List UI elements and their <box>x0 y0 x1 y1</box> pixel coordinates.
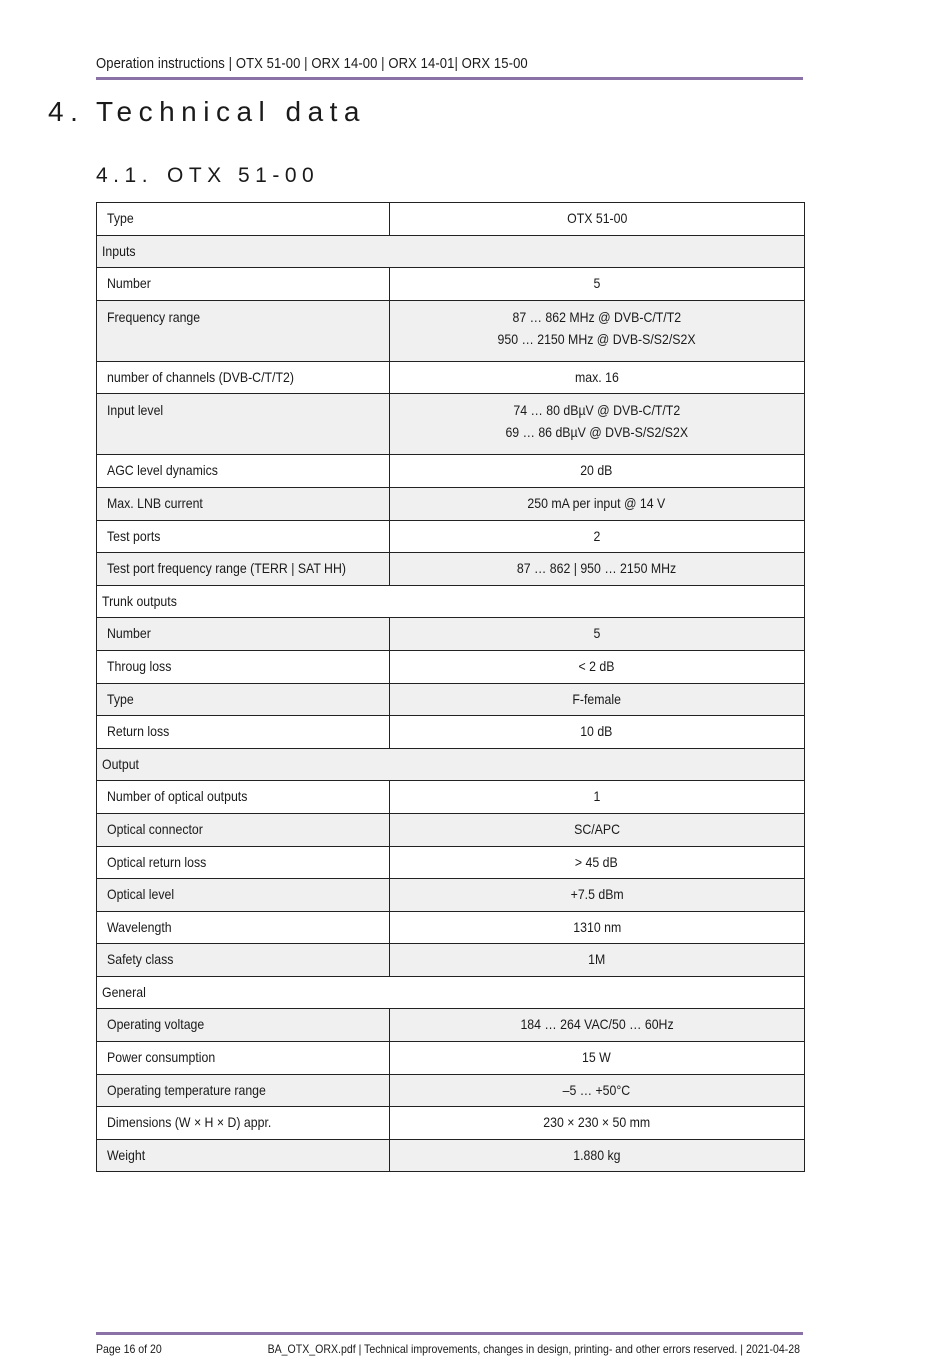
parameter-value: 1.880 kg <box>573 1146 621 1163</box>
table-section-row <box>97 235 805 268</box>
table-row <box>97 879 805 912</box>
section-label-cell <box>97 748 805 781</box>
label-cell <box>97 520 390 553</box>
label-cell <box>97 911 390 944</box>
parameter-label: Weight <box>107 1146 146 1163</box>
parameter-value: > 45 dB <box>575 853 619 870</box>
parameter-value: 1 <box>593 788 601 805</box>
parameter-value: 87 … 862 | 950 … 2150 MHz <box>517 560 677 577</box>
parameter-value: –5 … +50°C <box>562 1081 631 1098</box>
label-cell <box>97 781 390 814</box>
label-cell <box>97 268 390 301</box>
parameter-value: 5 <box>593 625 601 642</box>
label-cell <box>97 361 390 394</box>
parameter-label: Power consumption <box>107 1049 216 1066</box>
label-cell <box>97 553 390 586</box>
footer-rule <box>96 1332 803 1335</box>
section-label: Inputs <box>102 242 136 259</box>
value-cell <box>389 361 804 394</box>
section-label-cell <box>97 235 805 268</box>
technical-data-table <box>96 202 805 1172</box>
section-heading <box>48 96 366 128</box>
label-cell <box>97 846 390 879</box>
parameter-label: Wavelength <box>107 918 172 935</box>
label-cell <box>97 455 390 488</box>
value-cell <box>389 1009 804 1042</box>
value-cell <box>389 650 804 683</box>
subsection-number: 4.1. <box>96 164 154 187</box>
value-cell <box>389 1042 804 1075</box>
parameter-value: 184 … 264 VAC/50 … 60Hz <box>520 1016 674 1033</box>
parameter-label: Operating temperature range <box>107 1081 266 1098</box>
parameter-label: Dimensions (W × H × D) appr. <box>107 1114 272 1131</box>
parameter-label: Return loss <box>107 723 170 740</box>
table-row <box>97 487 805 520</box>
label-cell <box>97 683 390 716</box>
table-row <box>97 1009 805 1042</box>
table-row <box>97 1139 805 1172</box>
value-cell <box>389 911 804 944</box>
label-cell <box>97 300 390 361</box>
value-cell <box>389 716 804 749</box>
section-label: General <box>102 983 146 1000</box>
parameter-value: < 2 dB <box>578 657 615 674</box>
table-row <box>97 1107 805 1140</box>
label-cell <box>97 1107 390 1140</box>
value-cell <box>389 813 804 846</box>
parameter-label: Type <box>107 210 134 226</box>
footer-note-text: BA_OTX_ORX.pdf | Technical improvements, changes in design, printing- and other errors reserved. | 2021-04-28 <box>267 1342 800 1356</box>
parameter-label: number of channels (DVB-C/T/T2) <box>107 368 294 385</box>
section-number: 4. <box>48 96 85 127</box>
footer-note <box>268 1342 800 1356</box>
parameter-label: Test ports <box>107 527 161 544</box>
parameter-value: OTX 51-00 <box>566 210 627 226</box>
label-cell <box>97 1139 390 1172</box>
table-row <box>97 1042 805 1075</box>
value-cell <box>389 879 804 912</box>
parameter-label: Safety class <box>107 951 174 968</box>
table-row <box>97 520 805 553</box>
parameter-label: Number <box>107 625 151 642</box>
parameter-value: 5 <box>593 275 601 292</box>
table-row <box>97 846 805 879</box>
table-row <box>97 394 805 455</box>
parameter-label: Optical level <box>107 886 175 903</box>
label-cell <box>97 716 390 749</box>
label-cell <box>97 879 390 912</box>
label-cell <box>97 813 390 846</box>
parameter-value: 87 … 862 MHz @ DVB-C/T/T2 <box>512 308 682 325</box>
table-row <box>97 455 805 488</box>
label-cell <box>97 618 390 651</box>
value-cell <box>389 300 804 361</box>
parameter-label: Frequency range <box>107 308 201 325</box>
value-cell <box>389 553 804 586</box>
table-row <box>97 813 805 846</box>
value-cell <box>389 487 804 520</box>
parameter-label: Optical connector <box>107 820 203 837</box>
table-section-row <box>97 976 805 1009</box>
parameter-value: 250 mA per input @ 14 V <box>527 494 666 511</box>
parameter-value: 950 … 2150 MHz @ DVB-S/S2/S2X <box>497 330 696 347</box>
value-cell <box>389 618 804 651</box>
page-header <box>96 56 731 72</box>
footer-page-number <box>96 1342 162 1356</box>
subsection-title: OTX 51-00 <box>167 164 320 187</box>
header-rule <box>96 77 803 80</box>
table-row <box>97 911 805 944</box>
parameter-value: 15 W <box>582 1049 612 1066</box>
parameter-value: F-female <box>572 690 622 707</box>
value-cell <box>389 203 804 236</box>
value-cell <box>389 781 804 814</box>
table-row <box>97 361 805 394</box>
section-label-cell <box>97 976 805 1009</box>
parameter-value: 230 × 230 × 50 mm <box>543 1114 651 1131</box>
value-cell <box>389 1074 804 1107</box>
footer-page-text: Page 16 of 20 <box>96 1342 162 1356</box>
parameter-label: Input level <box>107 402 164 419</box>
table-row <box>97 683 805 716</box>
table-row <box>97 618 805 651</box>
label-cell <box>97 1042 390 1075</box>
parameter-value: 2 <box>593 527 601 544</box>
table-row <box>97 716 805 749</box>
value-cell <box>389 1107 804 1140</box>
parameter-value: max. 16 <box>574 368 619 385</box>
parameter-label: Optical return loss <box>107 853 207 870</box>
parameter-label: Operating voltage <box>107 1016 205 1033</box>
table-row <box>97 650 805 683</box>
table-row <box>97 268 805 301</box>
value-cell <box>389 455 804 488</box>
table-row <box>97 1074 805 1107</box>
parameter-value: SC/APC <box>573 820 620 837</box>
parameter-value: 20 dB <box>580 462 613 479</box>
value-cell <box>389 1139 804 1172</box>
table-row <box>97 781 805 814</box>
table-section-row <box>97 748 805 781</box>
label-cell <box>97 487 390 520</box>
parameter-label: Throug loss <box>107 657 172 674</box>
label-cell <box>97 1074 390 1107</box>
table-section-row <box>97 585 805 618</box>
parameter-value: 1310 nm <box>572 918 621 935</box>
parameter-value: 1M <box>588 951 606 968</box>
section-label-cell <box>97 585 805 618</box>
section-label: Trunk outputs <box>102 592 177 609</box>
parameter-label: AGC level dynamics <box>107 462 218 479</box>
section-title: Technical data <box>96 96 367 127</box>
value-cell <box>389 846 804 879</box>
value-cell <box>389 268 804 301</box>
value-cell <box>389 683 804 716</box>
parameter-value: 10 dB <box>580 723 613 740</box>
parameter-label: Type <box>107 690 134 707</box>
label-cell <box>97 1009 390 1042</box>
table-row <box>97 300 805 361</box>
parameter-label: Test port frequency range (TERR | SAT HH) <box>107 560 346 577</box>
value-cell <box>389 394 804 455</box>
section-label: Output <box>102 755 139 772</box>
value-cell <box>389 944 804 977</box>
parameter-label: Number of optical outputs <box>107 788 248 805</box>
label-cell <box>97 650 390 683</box>
parameter-label: Number <box>107 275 151 292</box>
value-cell <box>389 520 804 553</box>
label-cell <box>97 203 390 236</box>
parameter-label: Max. LNB current <box>107 494 203 511</box>
table-row <box>97 944 805 977</box>
table-row <box>97 203 805 236</box>
parameter-value: 74 … 80 dBµV @ DVB-C/T/T2 <box>513 402 681 419</box>
label-cell <box>97 394 390 455</box>
parameter-value: 69 … 86 dBµV @ DVB-S/S2/S2X <box>505 424 689 441</box>
header-title: Operation instructions | OTX 51-00 | ORX 14-00 | ORX 14-01| ORX 15-00 <box>96 56 528 72</box>
parameter-value: +7.5 dBm <box>570 886 624 903</box>
subsection-heading <box>96 164 319 188</box>
label-cell <box>97 944 390 977</box>
table-row <box>97 553 805 586</box>
